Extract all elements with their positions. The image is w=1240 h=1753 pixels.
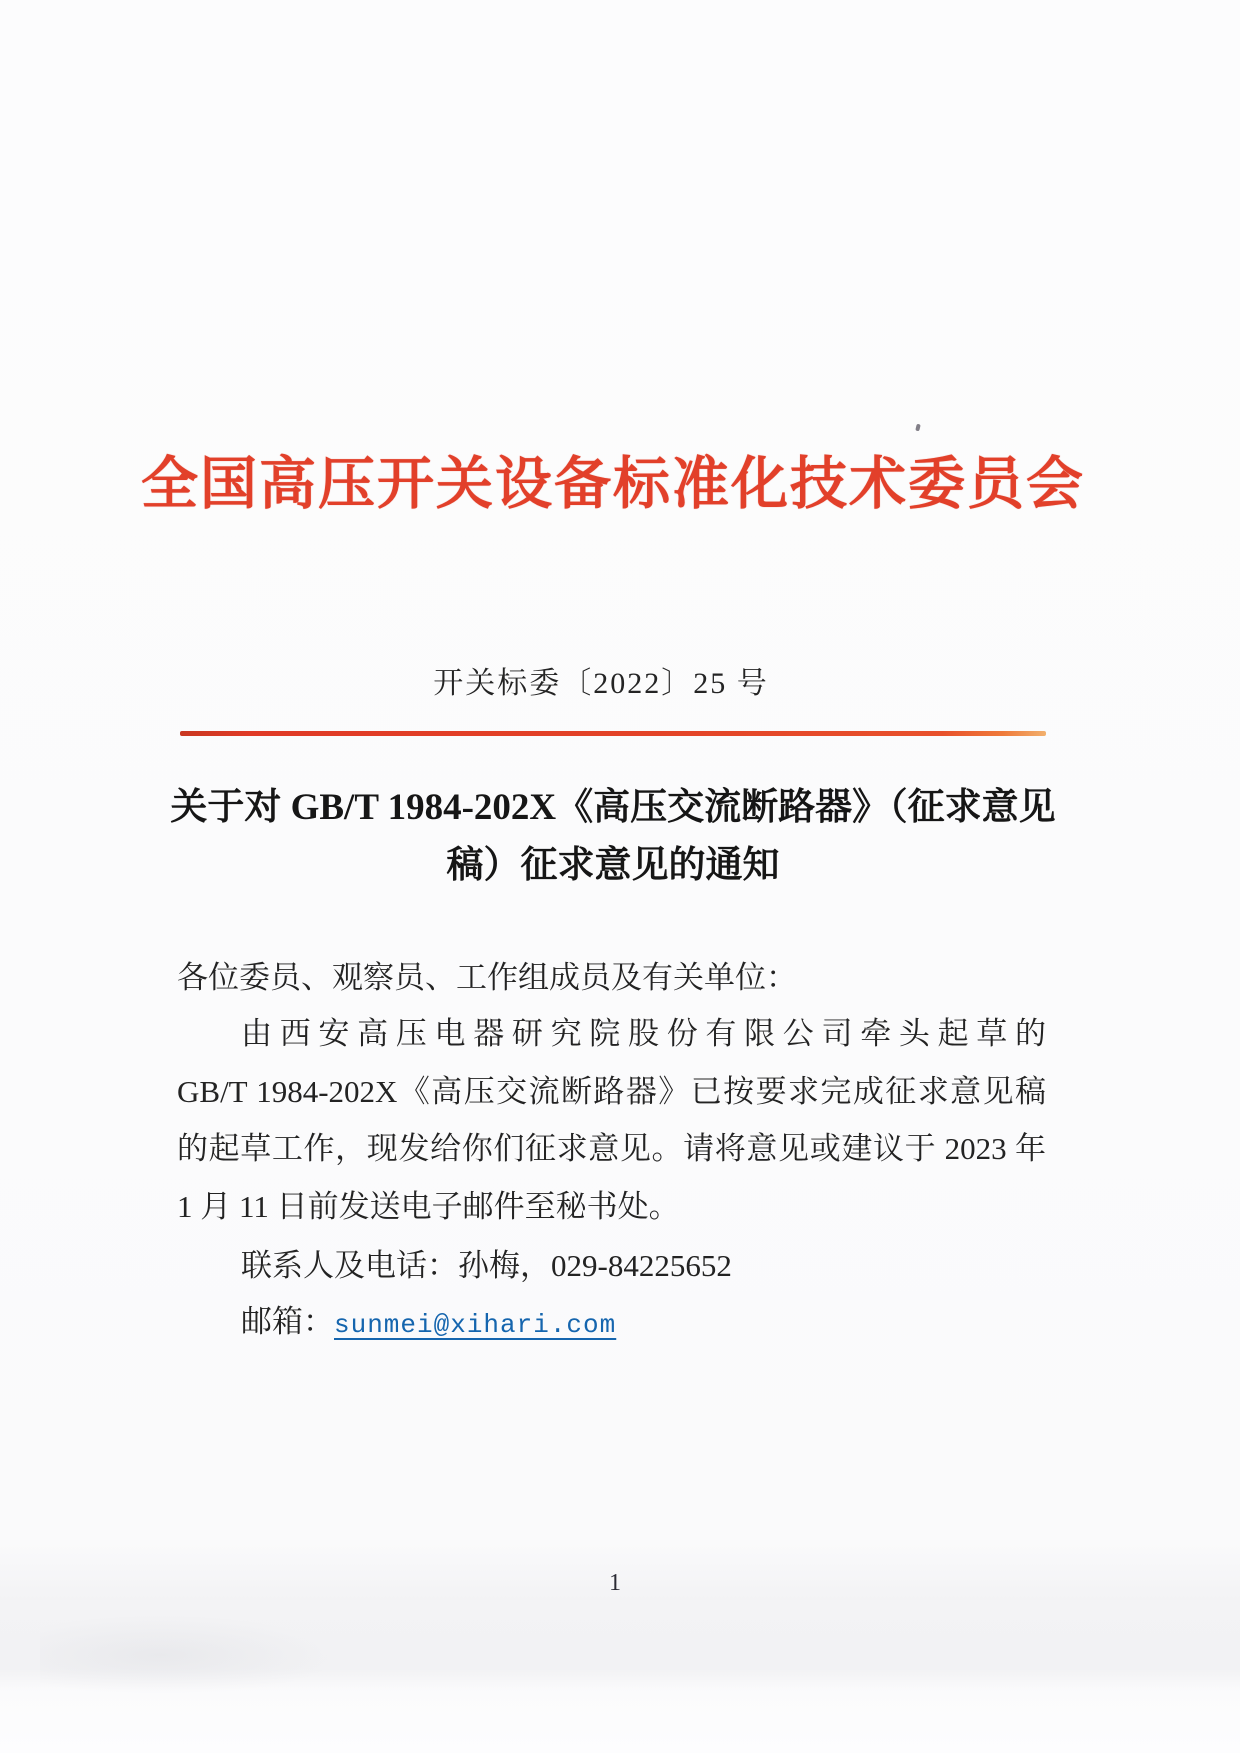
page-number: 1 — [609, 1570, 621, 1596]
salutation: 各位委员、观察员、工作组成员及有关单位： — [177, 960, 797, 995]
notice-title — [60, 779, 1166, 895]
scan-speck — [915, 424, 921, 432]
contact-line: 联系人及电话：孙梅，029-84225652 — [241, 1248, 732, 1283]
org-title: 全国高压开关设备标准化技术委员会 — [141, 453, 1085, 516]
notice-title-line1: 关于对 GB/T 1984-202X《高压交流断路器》（征求意见 — [170, 787, 1056, 828]
email-label: 邮箱： — [241, 1304, 334, 1339]
body-line: GB/T 1984-202X《高压交流断路器》已按要求完成征求意见稿 — [177, 1074, 1046, 1109]
body-line: 1 月 11 日前发送电子邮件至秘书处。 — [177, 1189, 680, 1224]
red-divider-rule — [180, 731, 1046, 736]
scan-smudge — [40, 1615, 340, 1695]
body-line: 的起草工作，现发给你们征求意见。请将意见或建议于 2023 年 — [177, 1131, 1046, 1166]
notice-title-line2: 稿）征求意见的通知 — [446, 845, 780, 886]
email-line — [177, 1296, 1046, 1341]
body-line: 由西安高压电器研究院股份有限公司牵头起草的 — [241, 1016, 1046, 1051]
doc-number: 开关标委〔2022〕25 号 — [433, 667, 769, 700]
email-link[interactable]: sunmei@xihari.com — [334, 1310, 617, 1340]
